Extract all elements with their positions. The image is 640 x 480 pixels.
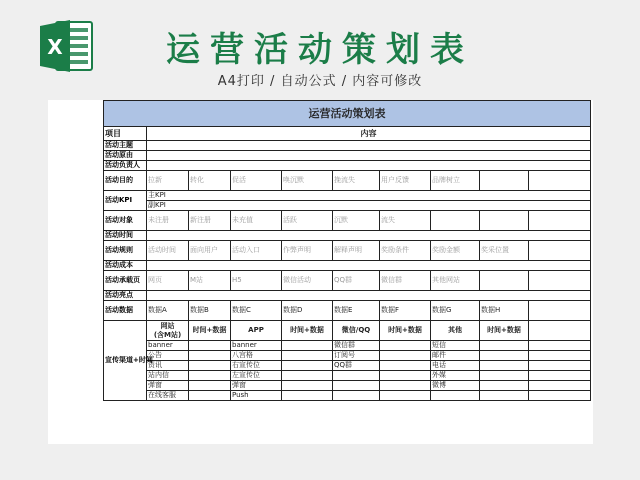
cell[interactable]: 新注册 xyxy=(189,211,231,231)
cell[interactable]: 活跃 xyxy=(282,211,333,231)
cell[interactable] xyxy=(480,391,529,401)
table-row xyxy=(104,161,591,171)
table-title-row xyxy=(104,101,591,127)
cell[interactable]: 网页 xyxy=(147,271,189,291)
header-content: 内容 xyxy=(147,127,591,141)
cell[interactable]: 数据E xyxy=(333,301,380,321)
table-row xyxy=(104,191,591,201)
cell[interactable] xyxy=(529,321,591,341)
cell[interactable]: 未充值 xyxy=(231,211,282,231)
table-row xyxy=(104,231,591,241)
cell[interactable] xyxy=(529,351,591,361)
cell[interactable]: 奖励金额 xyxy=(431,241,480,261)
cell[interactable]: banner xyxy=(147,341,189,351)
cell[interactable]: 流失 xyxy=(380,211,431,231)
cell[interactable] xyxy=(480,351,529,361)
cell[interactable]: 副KPI xyxy=(147,201,591,211)
cell[interactable]: 奖采位置 xyxy=(480,241,529,261)
cell[interactable]: 微博 xyxy=(431,381,480,391)
cell[interactable] xyxy=(480,171,529,191)
cell[interactable]: QQ群 xyxy=(333,361,380,371)
header-item: 项目 xyxy=(104,127,147,141)
cell[interactable]: 电话 xyxy=(431,361,480,371)
cell[interactable] xyxy=(147,161,591,171)
cell[interactable] xyxy=(189,361,231,371)
cell[interactable]: 微信群 xyxy=(380,271,431,291)
channel-header: 时间+数据 xyxy=(189,321,231,341)
table-header-row xyxy=(104,127,591,141)
channel-header: 时间+数据 xyxy=(480,321,529,341)
cell[interactable] xyxy=(282,351,333,361)
channel-header: 网站 (含M站) xyxy=(147,321,189,341)
cell[interactable] xyxy=(480,361,529,371)
cell[interactable] xyxy=(529,241,591,261)
cell[interactable] xyxy=(189,381,231,391)
channel-header: 其他 xyxy=(431,321,480,341)
cell[interactable]: 作弊声明 xyxy=(282,241,333,261)
cell[interactable] xyxy=(147,141,591,151)
cell[interactable]: 八宫格 xyxy=(231,351,282,361)
cell[interactable]: 数据B xyxy=(189,301,231,321)
cell[interactable] xyxy=(282,341,333,351)
cell[interactable]: 订阅号 xyxy=(333,351,380,361)
table-row xyxy=(104,381,591,391)
cell[interactable]: 挽流失 xyxy=(333,171,380,191)
cell[interactable] xyxy=(189,351,231,361)
cell[interactable]: 微信活动 xyxy=(282,271,333,291)
table-row xyxy=(104,321,591,341)
table-row xyxy=(104,201,591,211)
row-label: 宣传渠道+时间 xyxy=(104,321,147,401)
cell[interactable]: QQ群 xyxy=(333,271,380,291)
row-label: 活动规则 xyxy=(104,241,147,261)
cell[interactable] xyxy=(529,171,591,191)
cell[interactable]: 转化 xyxy=(189,171,231,191)
cell[interactable]: 未注册 xyxy=(147,211,189,231)
table-row xyxy=(104,241,591,261)
table-row xyxy=(104,301,591,321)
table-row xyxy=(104,361,591,371)
page-header xyxy=(0,0,640,100)
cell[interactable] xyxy=(189,391,231,401)
row-label: 活动主题 xyxy=(104,141,147,151)
cell[interactable] xyxy=(529,211,591,231)
cell[interactable]: 短信 xyxy=(431,341,480,351)
cell[interactable] xyxy=(480,211,529,231)
cell[interactable] xyxy=(529,301,591,321)
cell[interactable] xyxy=(282,371,333,381)
cell[interactable] xyxy=(529,341,591,351)
cell[interactable]: 数据C xyxy=(231,301,282,321)
cell[interactable]: 主KPI xyxy=(147,191,591,201)
cell[interactable] xyxy=(333,391,380,401)
table-row xyxy=(104,391,591,401)
channel-header: APP xyxy=(231,321,282,341)
page-title: 运营活动策划表 xyxy=(166,30,474,70)
cell[interactable] xyxy=(147,291,591,301)
channel-header: 时间+数据 xyxy=(282,321,333,341)
cell[interactable] xyxy=(380,361,431,371)
cell[interactable]: 活动时间 xyxy=(147,241,189,261)
cell[interactable]: H5 xyxy=(231,271,282,291)
cell[interactable]: 面向用户 xyxy=(189,241,231,261)
table-row xyxy=(104,151,591,161)
row-label: 活动承载页 xyxy=(104,271,147,291)
row-label: 活动KPI xyxy=(104,191,147,211)
cell[interactable]: 在线客服 xyxy=(147,391,189,401)
row-label: 活动目的 xyxy=(104,171,147,191)
cell[interactable]: 右宣传位 xyxy=(231,361,282,371)
row-label: 活动数据 xyxy=(104,301,147,321)
cell[interactable]: 促活 xyxy=(231,171,282,191)
excel-icon xyxy=(40,18,94,74)
cell[interactable]: 其他网站 xyxy=(431,271,480,291)
row-label: 活动原由 xyxy=(104,151,147,161)
channel-header: 时间+数据 xyxy=(380,321,431,341)
cell[interactable] xyxy=(380,351,431,361)
cell[interactable] xyxy=(189,371,231,381)
cell[interactable]: 品牌树立 xyxy=(431,171,480,191)
cell[interactable]: 奖励条件 xyxy=(380,241,431,261)
cell[interactable] xyxy=(282,361,333,371)
cell[interactable]: banner xyxy=(231,341,282,351)
cell[interactable]: 数据D xyxy=(282,301,333,321)
cell[interactable] xyxy=(380,381,431,391)
cell[interactable] xyxy=(147,261,591,271)
page-subtitle: A4打印 / 自动公式 / 内容可修改 xyxy=(217,74,423,89)
table-row xyxy=(104,171,591,191)
cell[interactable] xyxy=(147,151,591,161)
cell[interactable] xyxy=(480,341,529,351)
row-label: 活动负责人 xyxy=(104,161,147,171)
table-row xyxy=(104,291,591,301)
table-row xyxy=(104,341,591,351)
cell[interactable] xyxy=(529,381,591,391)
cell[interactable]: 左宣传位 xyxy=(231,371,282,381)
cell[interactable]: 数据G xyxy=(431,301,480,321)
table-title: 运营活动策划表 xyxy=(104,101,591,127)
cell[interactable] xyxy=(147,231,591,241)
cell[interactable]: 邮件 xyxy=(431,351,480,361)
cell[interactable] xyxy=(189,341,231,351)
cell[interactable]: 微信群 xyxy=(333,341,380,351)
cell[interactable] xyxy=(529,271,591,291)
cell[interactable]: M站 xyxy=(189,271,231,291)
cell[interactable] xyxy=(282,381,333,391)
row-label: 活动对象 xyxy=(104,211,147,231)
cell[interactable]: Push xyxy=(231,391,282,401)
plan-table xyxy=(103,100,591,401)
cell[interactable]: 资讯 xyxy=(147,361,189,371)
cell[interactable]: 唤沉默 xyxy=(282,171,333,191)
cell[interactable] xyxy=(333,381,380,391)
spreadsheet xyxy=(48,100,593,444)
cell[interactable] xyxy=(529,391,591,401)
cell[interactable] xyxy=(480,371,529,381)
table-row xyxy=(104,271,591,291)
cell[interactable] xyxy=(380,391,431,401)
cell[interactable]: 公告 xyxy=(147,351,189,361)
cell[interactable] xyxy=(380,341,431,351)
cell[interactable]: 数据H xyxy=(480,301,529,321)
cell[interactable] xyxy=(529,361,591,371)
table-row xyxy=(104,211,591,231)
cell[interactable] xyxy=(431,211,480,231)
cell[interactable] xyxy=(333,371,380,381)
table-row xyxy=(104,351,591,361)
cell[interactable] xyxy=(529,371,591,381)
cell[interactable]: 外媒 xyxy=(431,371,480,381)
cell[interactable] xyxy=(480,381,529,391)
cell[interactable]: 活动入口 xyxy=(231,241,282,261)
cell[interactable]: 弹窗 xyxy=(147,381,189,391)
cell[interactable]: 站内信 xyxy=(147,371,189,381)
cell[interactable]: 数据A xyxy=(147,301,189,321)
table-row xyxy=(104,371,591,381)
row-label: 活动时间 xyxy=(104,231,147,241)
cell[interactable]: 弹窗 xyxy=(231,381,282,391)
cell[interactable]: 解释声明 xyxy=(333,241,380,261)
cell[interactable]: 数据F xyxy=(380,301,431,321)
cell[interactable] xyxy=(480,271,529,291)
svg-text:X: X xyxy=(47,35,63,59)
channel-header: 微信/QQ xyxy=(333,321,380,341)
row-label: 活动亮点 xyxy=(104,291,147,301)
table-row xyxy=(104,141,591,151)
cell[interactable] xyxy=(380,371,431,381)
cell[interactable]: 沉默 xyxy=(333,211,380,231)
cell[interactable]: 用户反馈 xyxy=(380,171,431,191)
cell[interactable] xyxy=(282,391,333,401)
cell[interactable]: 拉新 xyxy=(147,171,189,191)
row-label: 活动成本 xyxy=(104,261,147,271)
table-row xyxy=(104,261,591,271)
cell[interactable] xyxy=(431,391,480,401)
